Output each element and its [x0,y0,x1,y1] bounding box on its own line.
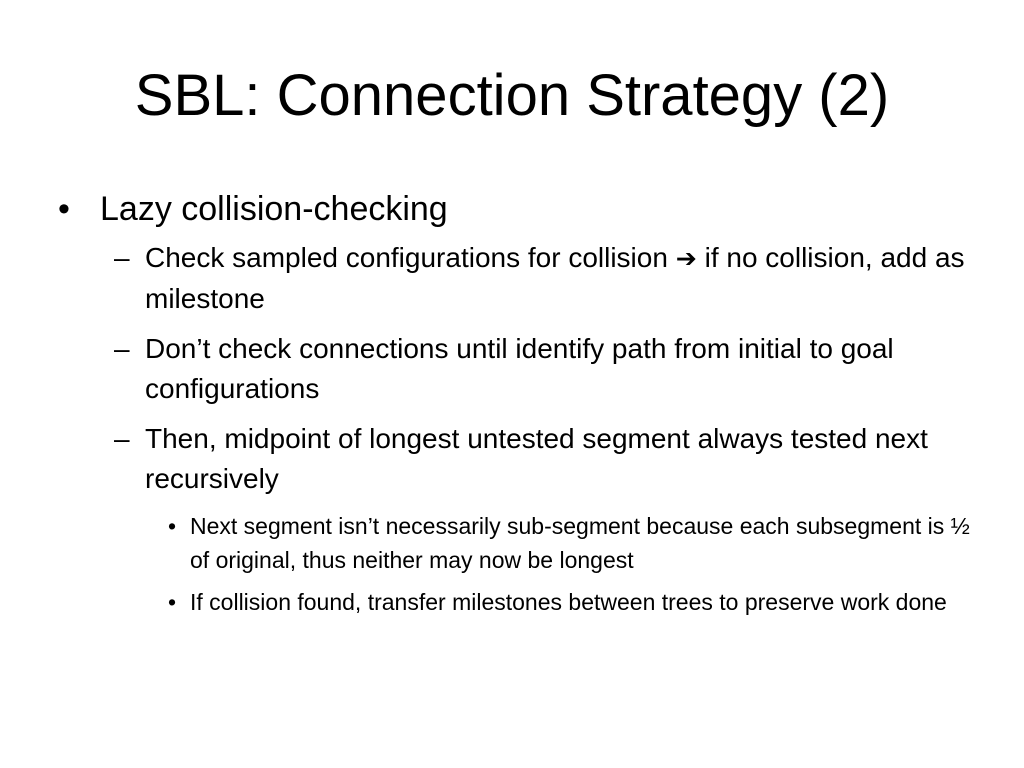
slide-title: SBL: Connection Strategy (2) [134,63,890,128]
bullet-marker: • [58,190,70,228]
subbullet-text-after-arrow: if no collision, add as milestone [145,242,965,314]
subsubbullet-next-segment [168,509,978,577]
slide-content [58,186,978,627]
bullet-text: Lazy collision-checking [100,190,448,228]
small-bullet-marker: • [168,513,177,539]
small-bullet-marker: • [168,589,177,615]
dash-marker: – [114,242,130,273]
subbullet-midpoint-tested [114,419,978,499]
bullet-lazy-collision-checking [58,186,978,232]
subbullet-dont-check-connections [114,329,978,409]
subsubbullet-text: Next segment isn’t necessarily sub-segment because each subsegment is ½ of original, thus neither may now be longest [190,513,970,573]
subsubbullet-transfer-milestones [168,585,978,619]
subbullet-text-before-arrow: Check sampled configurations for collision [145,242,676,273]
subbullet-text: Don’t check connections until identify path from initial to goal configurations [145,333,894,404]
subsubbullet-text: If collision found, transfer milestones between trees to preserve work done [190,589,947,615]
subbullet-text: Then, midpoint of longest untested segment always tested next recursively [145,423,928,494]
dash-marker: – [114,423,130,454]
right-arrow-icon: ➔ [675,244,697,273]
dash-marker: – [114,333,130,364]
subbullet-check-configurations [114,238,978,319]
